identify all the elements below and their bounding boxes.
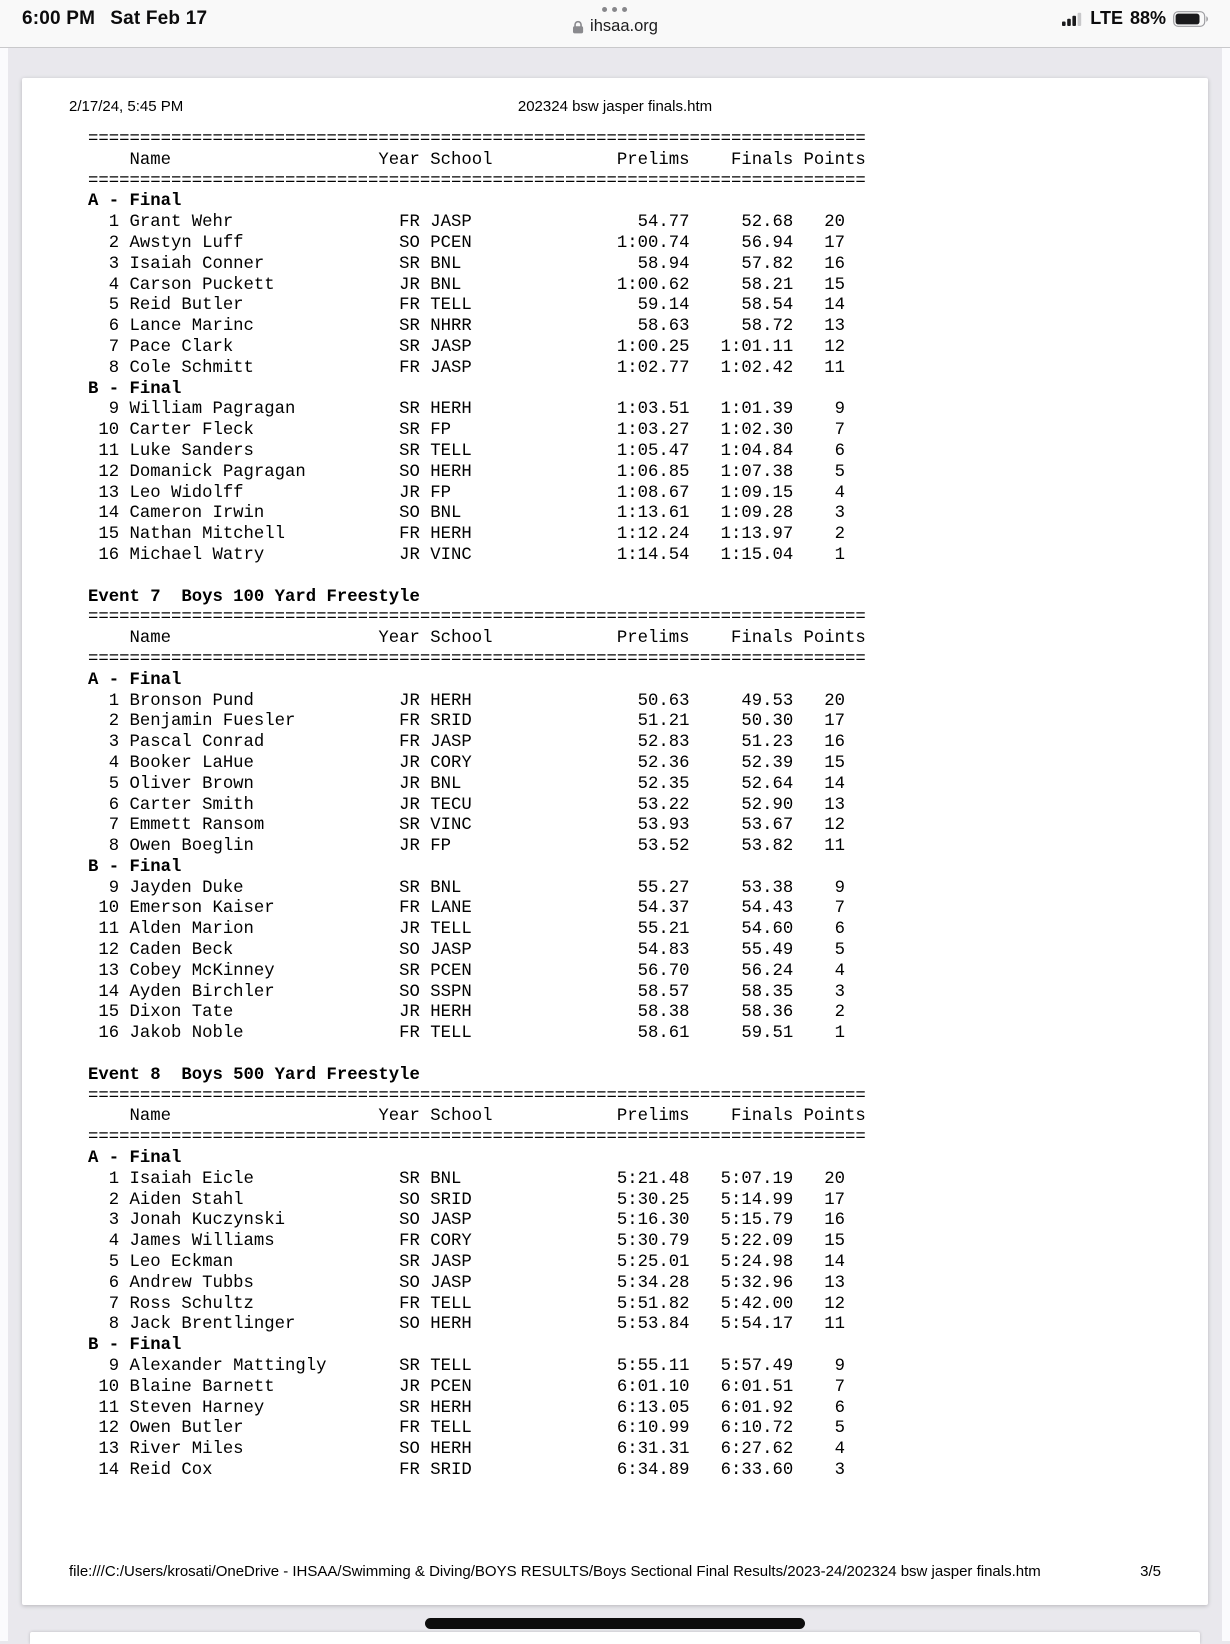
final-group-label: A - Final (88, 192, 182, 212)
separator-line: =========================================================================== (88, 1086, 866, 1106)
result-row: 11 Alden Marion JR TELL 55.21 54.60 6 (88, 920, 846, 940)
status-bar (0, 0, 1230, 48)
home-indicator[interactable] (425, 1618, 805, 1629)
separator-line: =========================================================================== (88, 1128, 866, 1148)
result-row: 3 Jonah Kuczynski SO JASP 5:16.30 5:15.79 16 (88, 1211, 846, 1231)
result-row: 6 Carter Smith JR TECU 53.22 52.90 13 (88, 795, 846, 815)
url-text: ihsaa.org (590, 17, 658, 35)
print-header-title: 202324 bsw jasper finals.htm (517, 98, 713, 115)
safari-toolbar-center (572, 7, 658, 36)
result-row: 13 Leo Widolff JR FP 1:08.67 1:09.15 4 (88, 483, 846, 503)
result-row: 8 Owen Boeglin JR FP 53.52 53.82 11 (88, 837, 846, 857)
final-group-label: B - Final (88, 1336, 182, 1356)
result-row: 10 Blaine Barnett JR PCEN 6:01.10 6:01.51 7 (88, 1377, 846, 1397)
separator-line: =========================================================================== (88, 608, 866, 628)
lock-icon (572, 20, 584, 34)
left-edge-strip (0, 48, 8, 1641)
result-row: 10 Carter Fleck SR FP 1:03.27 1:02.30 7 (88, 421, 846, 441)
result-row: 4 Booker LaHue JR CORY 52.36 52.39 15 (88, 753, 846, 773)
result-row: 9 Jayden Duke SR BNL 55.27 53.38 9 (88, 878, 846, 898)
result-row: 8 Jack Brentlinger SO HERH 5:53.84 5:54.17 11 (88, 1315, 846, 1335)
status-indicators (1062, 8, 1210, 29)
print-footer-page-number: 3/5 (1140, 1563, 1161, 1580)
next-page-card (30, 1632, 1200, 1644)
result-row: 14 Ayden Birchler SO SSPN 58.57 58.35 3 (88, 982, 846, 1002)
battery-percent: 88% (1129, 8, 1166, 28)
result-row: 2 Benjamin Fuesler FR SRID 51.21 50.30 17 (88, 712, 846, 732)
page-options-dots-icon[interactable] (602, 7, 627, 12)
final-group-label: B - Final (88, 857, 182, 877)
result-row: 13 Cobey McKinney SR PCEN 56.70 56.24 4 (88, 961, 846, 981)
result-row: 15 Nathan Mitchell FR HERH 1:12.24 1:13.97 2 (88, 525, 846, 545)
result-row: 9 Alexander Mattingly SR TELL 5:55.11 5:57.49 9 (88, 1357, 846, 1377)
dot-icon (622, 7, 627, 12)
dot-icon (612, 7, 617, 12)
status-time-date (22, 8, 207, 30)
address-bar[interactable] (572, 17, 658, 36)
result-row: 2 Awstyn Luff SO PCEN 1:00.74 56.94 17 (88, 233, 846, 253)
result-row: 6 Andrew Tubbs SO JASP 5:34.28 5:32.96 13 (88, 1273, 846, 1293)
result-row: 7 Pace Clark SR JASP 1:00.25 1:01.11 12 (88, 337, 846, 357)
result-row: 5 Oliver Brown JR BNL 52.35 52.64 14 (88, 774, 846, 794)
network-type: LTE (1090, 8, 1123, 28)
result-row: 5 Reid Butler FR TELL 59.14 58.54 14 (88, 296, 846, 316)
cellular-signal-icon (1062, 12, 1083, 26)
result-row: 1 Bronson Pund JR HERH 50.63 49.53 20 (88, 691, 846, 711)
result-row: 12 Domanick Pagragan SO HERH 1:06.85 1:07.38 5 (88, 462, 846, 482)
final-group-label: B - Final (88, 379, 182, 399)
result-row: 7 Ross Schultz FR TELL 5:51.82 5:42.00 12 (88, 1294, 846, 1314)
column-header-line: Name Year School Prelims Finals Points (88, 629, 866, 649)
result-row: 16 Jakob Noble FR TELL 58.61 59.51 1 (88, 1024, 846, 1044)
result-row: 1 Grant Wehr FR JASP 54.77 52.68 20 (88, 213, 846, 233)
result-row: 5 Leo Eckman SR JASP 5:25.01 5:24.98 14 (88, 1253, 846, 1273)
status-date: Sat Feb 17 (110, 8, 208, 29)
blank-line (88, 567, 1168, 588)
result-row: 10 Emerson Kaiser FR LANE 54.37 54.43 7 (88, 899, 846, 919)
final-group-label: A - Final (88, 670, 182, 690)
print-header-datetime: 2/17/24, 5:45 PM (69, 98, 184, 115)
result-row: 7 Emmett Ransom SR VINC 53.93 53.67 12 (88, 816, 846, 836)
result-row: 13 River Miles SO HERH 6:31.31 6:27.62 4 (88, 1440, 846, 1460)
battery-icon (1173, 11, 1210, 27)
results-document (88, 130, 1168, 1482)
blank-line (88, 1045, 1168, 1066)
result-row: 4 Carson Puckett JR BNL 1:00.62 58.21 15 (88, 275, 846, 295)
result-row: 1 Isaiah Eicle SR BNL 5:21.48 5:07.19 20 (88, 1169, 846, 1189)
separator-line: =========================================================================== (88, 649, 866, 669)
event-title-line: Event 7 Boys 100 Yard Freestyle (88, 587, 420, 607)
result-row: 9 William Pagragan SR HERH 1:03.51 1:01.39 9 (88, 400, 846, 420)
separator-line: =========================================================================== (88, 130, 866, 149)
result-row: 12 Owen Butler FR TELL 6:10.99 6:10.72 5 (88, 1419, 846, 1439)
result-row: 11 Luke Sanders SR TELL 1:05.47 1:04.84 6 (88, 441, 846, 461)
result-row: 16 Michael Watry JR VINC 1:14.54 1:15.04 1 (88, 545, 846, 565)
status-time: 6:00 PM (22, 8, 96, 29)
result-row: 6 Lance Marinc SR NHRR 58.63 58.72 13 (88, 317, 846, 337)
result-row: 14 Cameron Irwin SO BNL 1:13.61 1:09.28 3 (88, 504, 846, 524)
final-group-label: A - Final (88, 1149, 182, 1169)
result-row: 11 Steven Harney SR HERH 6:13.05 6:01.92 6 (88, 1398, 846, 1418)
event-title-line: Event 8 Boys 500 Yard Freestyle (88, 1065, 420, 1085)
print-header (69, 98, 1161, 118)
dot-icon (602, 7, 607, 12)
right-edge-strip (1222, 48, 1230, 1641)
result-row: 15 Dixon Tate JR HERH 58.38 58.36 2 (88, 1003, 846, 1023)
result-row: 8 Cole Schmitt FR JASP 1:02.77 1:02.42 11 (88, 358, 846, 378)
document-page[interactable] (22, 78, 1208, 1605)
print-footer-path: file:///C:/Users/krosati/OneDrive - IHSAA/Swimming & Diving/BOYS RESULTS/Boys Sectional Final Results/2023-24/202324 bsw jasper finals.htm (69, 1563, 1041, 1580)
result-row: 3 Pascal Conrad FR JASP 52.83 51.23 16 (88, 733, 846, 753)
result-row: 2 Aiden Stahl SO SRID 5:30.25 5:14.99 17 (88, 1190, 846, 1210)
column-header-line: Name Year School Prelims Finals Points (88, 150, 866, 170)
result-row: 12 Caden Beck SO JASP 54.83 55.49 5 (88, 941, 846, 961)
column-header-line: Name Year School Prelims Finals Points (88, 1107, 866, 1127)
result-row: 3 Isaiah Conner SR BNL 58.94 57.82 16 (88, 254, 846, 274)
result-row: 4 James Williams FR CORY 5:30.79 5:22.09 15 (88, 1232, 846, 1252)
separator-line: =========================================================================== (88, 171, 866, 191)
print-footer (69, 1563, 1161, 1580)
result-row: 14 Reid Cox FR SRID 6:34.89 6:33.60 3 (88, 1461, 846, 1480)
